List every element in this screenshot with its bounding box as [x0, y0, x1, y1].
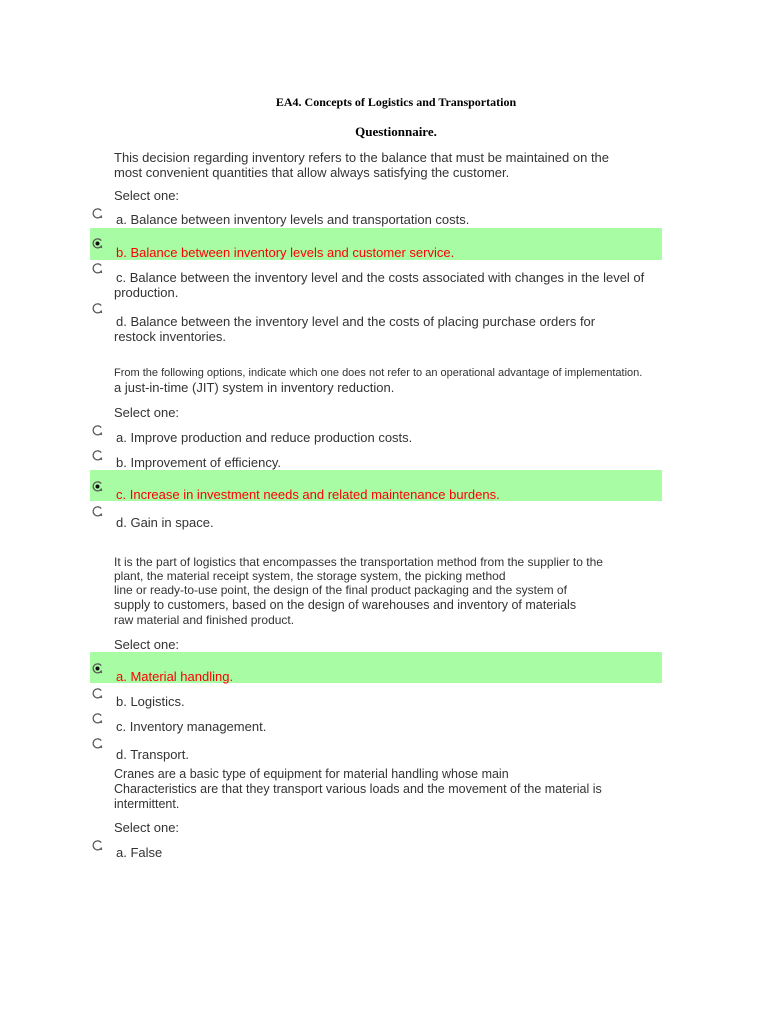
option-q1-c[interactable] [114, 270, 644, 300]
radio-button-q1-c[interactable] [92, 263, 103, 274]
question-3-text [114, 555, 603, 627]
question-4-line-1: Cranes are a basic type of equipment for material handling whose main [114, 767, 509, 781]
radio-button-q1-b-selected[interactable] [92, 238, 103, 249]
radio-button-q2-d[interactable] [92, 506, 103, 517]
option-q2-c[interactable]: c. Increase in investment needs and related maintenance burdens. [116, 487, 500, 502]
document-subtitle: Questionnaire. [355, 124, 437, 139]
question-2-line-1: From the following options, indicate which one does not refer to an operational advantage of implementation. [114, 367, 643, 379]
radio-button-q2-c-selected[interactable] [92, 481, 103, 492]
question-3-line-3: line or ready-to-use point, the design of the final product packaging and the system of [114, 583, 567, 597]
question-4-text [114, 767, 602, 812]
document-title: EA4. Concepts of Logistics and Transportation [275, 95, 517, 109]
question-1-select-label: Select one: [114, 188, 180, 203]
question-3-line-2: plant, the material receipt system, the storage system, the picking method [114, 569, 506, 583]
question-3-select-label: Select one: [114, 637, 180, 652]
option-q3-b[interactable]: b. Logistics. [116, 694, 185, 709]
question-2-line-2: a just-in-time (JIT) system in inventory reduction. [114, 380, 395, 395]
radio-button-q3-a-selected[interactable] [92, 663, 103, 674]
option-q3-a[interactable]: a. Material handling. [116, 669, 234, 684]
question-1-line-2: most convenient quantities that allow always satisfying the customer. [114, 165, 510, 180]
question-3-line-5: raw material and finished product. [114, 613, 295, 627]
radio-button-q1-a[interactable] [92, 208, 103, 219]
question-2-text [114, 366, 642, 396]
option-q4-a[interactable]: a. False [116, 845, 163, 860]
option-q1-d-line-1: d. Balance between the inventory level and the costs of placing purchase orders for [116, 314, 596, 329]
radio-button-q2-b[interactable] [92, 450, 103, 461]
radio-button-q3-d[interactable] [92, 738, 103, 749]
option-q1-c-line-1: c. Balance between the inventory level and the costs associated with changes in the level of [116, 270, 645, 285]
option-q1-a[interactable]: a. Balance between inventory levels and transportation costs. [116, 212, 470, 227]
option-q2-a[interactable]: a. Improve production and reduce production costs. [116, 430, 413, 445]
radio-button-q3-b[interactable] [92, 688, 103, 699]
radio-button-q4-a[interactable] [92, 840, 103, 851]
question-3-line-4: supply to customers, based on the design of warehouses and inventory of materials [114, 598, 577, 612]
option-q3-d[interactable]: d. Transport. [116, 747, 189, 762]
question-4-select-label: Select one: [114, 820, 180, 835]
option-q1-d-line-2: restock inventories. [114, 329, 226, 344]
option-q3-c[interactable]: c. Inventory management. [116, 719, 267, 734]
option-q2-d[interactable]: d. Gain in space. [116, 515, 214, 530]
radio-button-q1-d[interactable] [92, 303, 103, 314]
question-3-line-1: It is the part of logistics that encompasses the transportation method from the supplier to the [114, 555, 603, 569]
question-1-text [114, 150, 609, 180]
question-4-line-2: Characteristics are that they transport various loads and the movement of the material is [114, 782, 602, 796]
radio-button-q3-c[interactable] [92, 713, 103, 724]
question-4-line-3: intermittent. [114, 797, 180, 811]
question-1-line-1: This decision regarding inventory refers to the balance that must be maintained on the [114, 150, 610, 165]
question-2-select-label: Select one: [114, 405, 180, 420]
radio-button-q2-a[interactable] [92, 425, 103, 436]
option-q1-b[interactable]: b. Balance between inventory levels and customer service. [116, 245, 455, 260]
option-q2-b[interactable]: b. Improvement of efficiency. [116, 455, 281, 470]
option-q1-d[interactable] [114, 314, 595, 344]
option-q1-c-line-2: production. [114, 285, 179, 300]
